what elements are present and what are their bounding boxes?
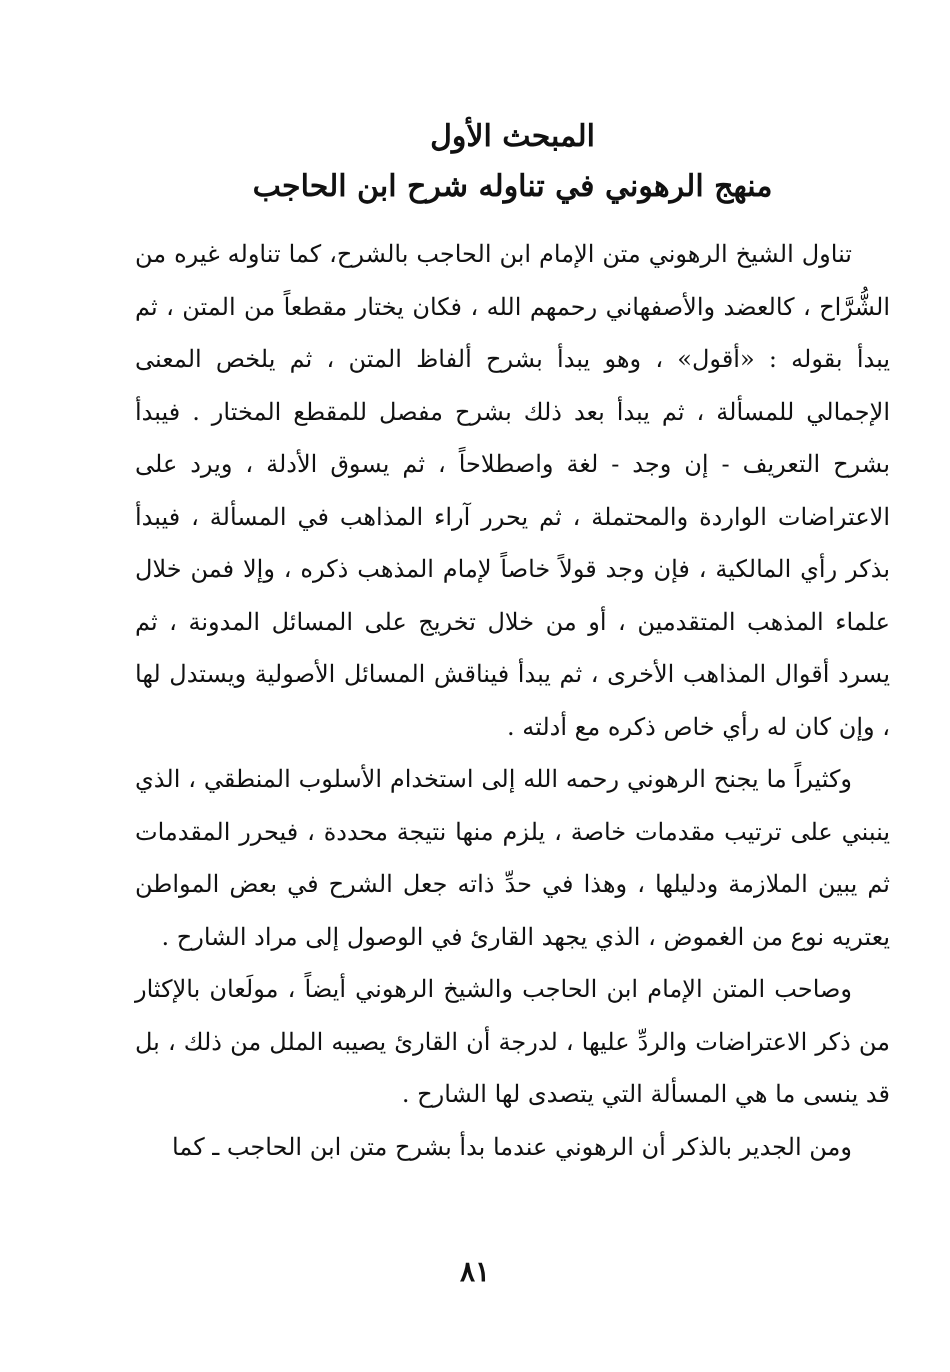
paragraph-3: وصاحب المتن الإمام ابن الحاجب والشيخ الرهوني أيضاً ، مولَعان بالإكثار من ذكر الاعتراضات والردِّ عليها ، لدرجة أن القارئ يصيبه الملل من ذلك ، بل قد ينسى ما هي المسألة التي يتصدى لها الشارح . bbox=[135, 975, 890, 1108]
paragraph-1: تناول الشيخ الرهوني متن الإمام ابن الحاجب بالشرح، كما تناوله غيره من الشُّرَّاح ، كالعضد والأصفهاني رحمهم الله ، فكان يختار مقطعاً من المتن ، ثم يبدأ بقوله : «أقول» ، وهو يبدأ بشرح ألفاظ المتن ، ثم يلخص المعنى الإجمالي للمسألة ، ثم يبدأ بعد ذلك بشرح مفصل للمقطع المختار . فيبدأ بشرح التعريف - إن وجد - لغة واصطلاحاً ، ثم يسوق الأدلة ، ويرد على الاعتراضات الواردة والمحتملة ، ثم يحرر آراء المذاهب في المسألة ، فيبدأ بذكر رأي المالكية ، فإن وجد قولاً خاصاً لإمام المذهب ذكره ، وإلا فمن خلال علماء المذهب المتقدمين ، أو من خلال تخريج على المسائل المدونة ، ثم يسرد أقوال المذاهب الأخرى ، ثم يبدأ فيناقش المسائل الأصولية ويستدل لها ، وإن كان له رأي خاص ذكره مع أدلته . bbox=[135, 240, 890, 741]
section-subtitle: منهج الرهوني في تناوله شرح ابن الحاجب bbox=[252, 169, 773, 204]
body-text bbox=[135, 228, 890, 1173]
paragraph-2: وكثيراً ما يجنح الرهوني رحمه الله إلى استخدام الأسلوب المنطقي ، الذي ينبني على ترتيب مقدمات خاصة ، يلزم منها نتيجة محددة ، فيحرر المقدمات ثم يبين الملازمة ودليلها ، وهذا في حدِّ ذاته جعل الشرح في بعض المواطن يعتريه نوع من الغموض ، الذي يجهد القارئ في الوصول إلى مراد الشارح . bbox=[135, 765, 890, 951]
paragraph-4: ومن الجدير بالذكر أن الرهوني عندما بدأ بشرح متن ابن الحاجب ـ كما bbox=[172, 1132, 852, 1161]
heading-block bbox=[135, 112, 890, 212]
page-number: ٨١ bbox=[459, 1255, 491, 1288]
section-title: المبحث الأول bbox=[430, 119, 595, 154]
